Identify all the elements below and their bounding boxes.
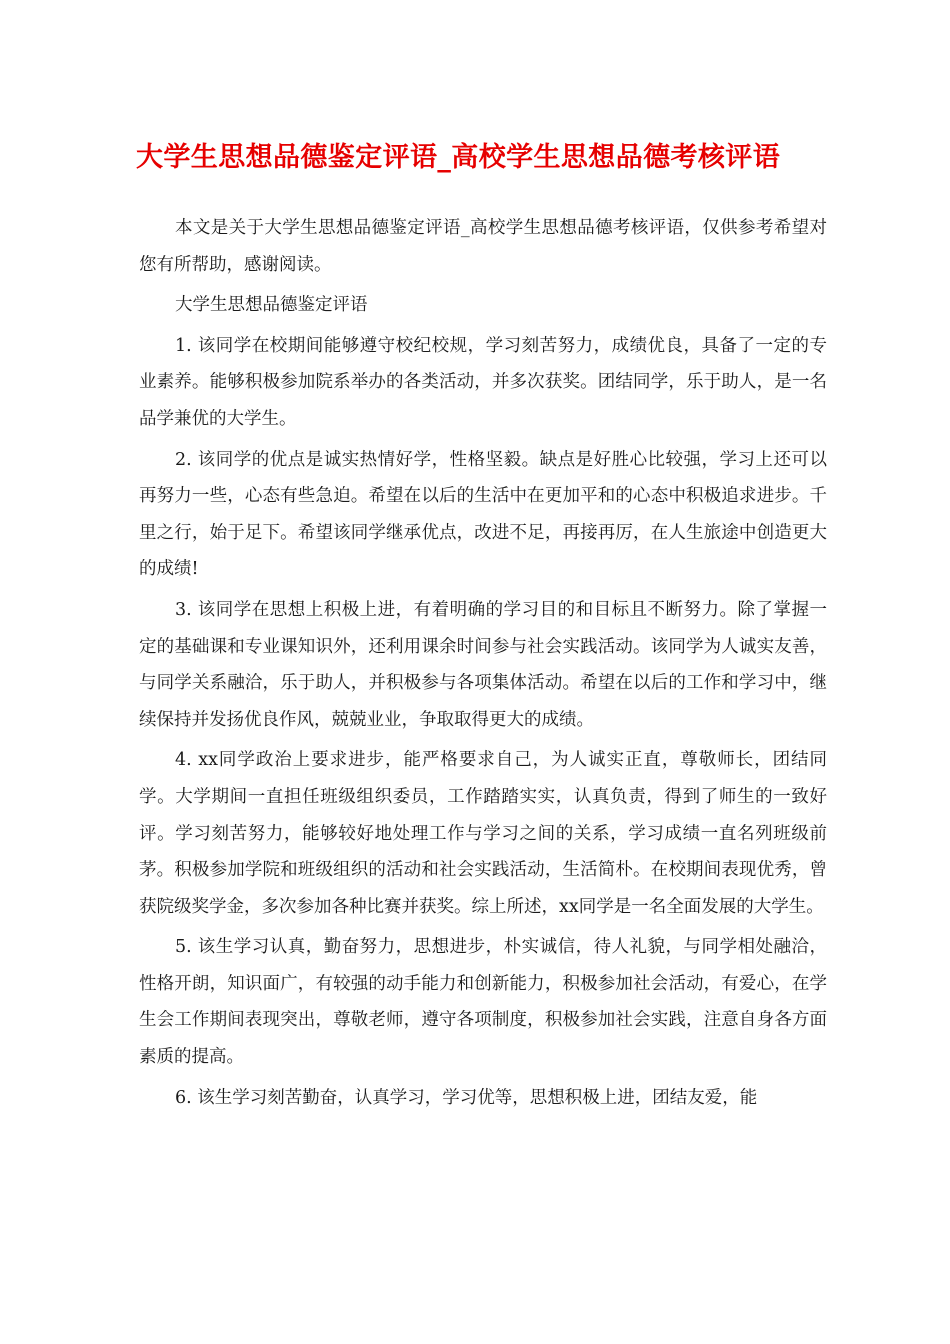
comment-paragraph-4: 4. xx同学政治上要求进步，能严格要求自己，为人诚实正直，尊敬师长，团结同学。大学期间一直担任班级组织委员，工作踏踏实实，认真负责，得到了师生的一致好评。学习刻苦努力，能够较好地处理工作与学习之间的关系，学习成绩一直名列班级前茅。积极参加学院和班级组织的活动和社会实践活动，生活简朴。在校期间表现优秀，曾获院级奖学金，多次参加各种比赛并获奖。综上所述，xx同学是一名全面发展的大学生。 [139,750,827,917]
document-title: 大学生思想品德鉴定评语_高校学生思想品德考核评语 [136,142,781,173]
intro-paragraph: 本文是关于大学生思想品德鉴定评语_高校学生思想品德考核评语，仅供参考希望对您有所帮助，感谢阅读。 [139,218,827,275]
comment-paragraph-5: 5. 该生学习认真，勤奋努力，思想进步，朴实诚信，待人礼貌，与同学相处融洽，性格开朗，知识面广，有较强的动手能力和创新能力，积极参加社会活动，有爱心，在学生会工作期间表现突出，尊敬老师，遵守各项制度，积极参加社会实践，注意自身各方面素质的提高。 [139,937,827,1068]
section-heading: 大学生思想品德鉴定评语 [175,295,368,316]
comment-paragraph-1: 1. 该同学在校期间能够遵守校纪校规，学习刻苦努力，成绩优良，具备了一定的专业素养。能够积极参加院系举办的各类活动，并多次获奖。团结同学，乐于助人，是一名品学兼优的大学生。 [139,335,827,429]
comment-paragraph-2: 2. 该同学的优点是诚实热情好学，性格坚毅。缺点是好胜心比较强，学习上还可以再努力一些，心态有些急迫。希望在以后的生活中在更加平和的心态中积极追求进步。千里之行，始于足下。希望该同学继承优点，改进不足，再接再厉，在人生旅途中创造更大的成绩! [139,449,827,580]
comment-paragraph-6: 6. 该生学习刻苦勤奋，认真学习，学习优等，思想积极上进，团结友爱，能 [175,1087,758,1108]
document-body [139,210,827,1120]
comment-paragraph-3: 3. 该同学在思想上积极上进，有着明确的学习目的和目标且不断努力。除了掌握一定的基础课和专业课知识外，还利用课余时间参与社会实践活动。该同学为人诚实友善，与同学关系融洽，乐于助人，并积极参与各项集体活动。希望在以后的工作和学习中，继续保持并发扬优良作风，兢兢业业，争取取得更大的成绩。 [139,599,827,730]
